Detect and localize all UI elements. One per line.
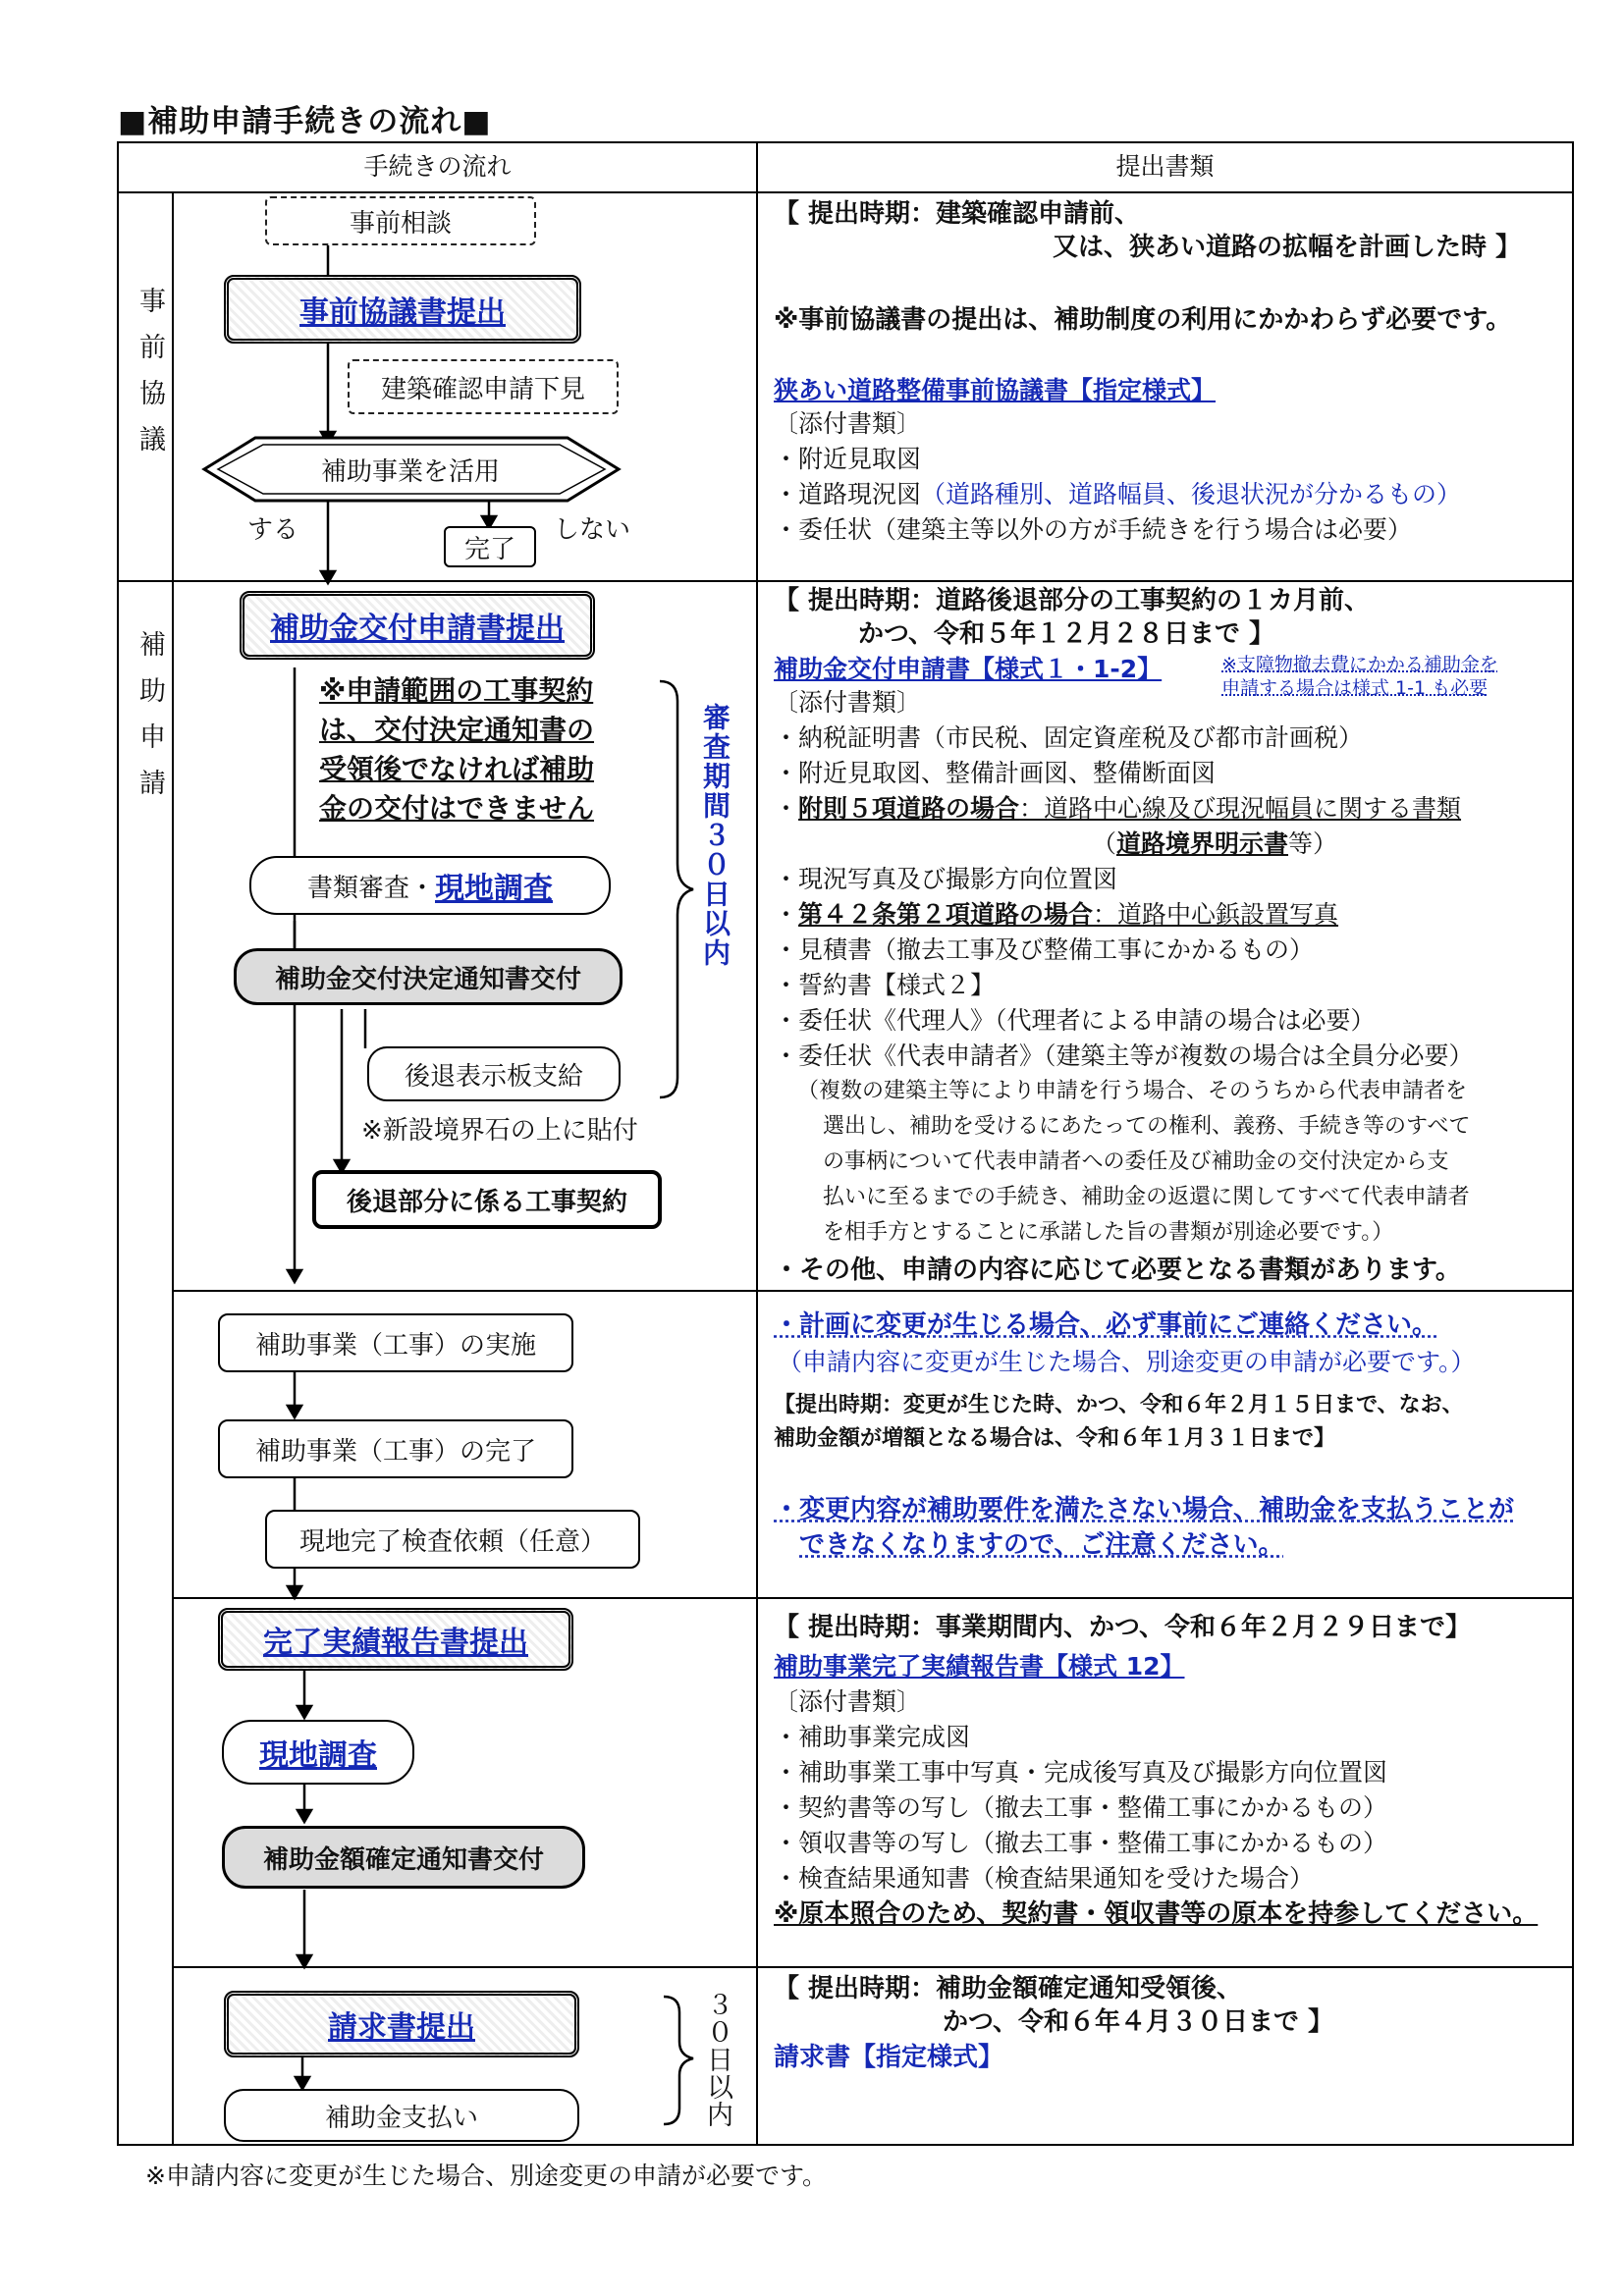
done-box: 完了 <box>444 526 536 567</box>
docs4-item5: ・検査結果通知書（検査結果通知を受けた場合） <box>774 1864 1315 1893</box>
header-flow: 手続きの流れ <box>363 152 512 181</box>
docs2-rep-line4: 払いに至るまでの手続き、補助金の返還に関してすべて代表申請者 <box>823 1185 1470 1209</box>
signboard-box: 後退表示板支給 <box>367 1046 621 1101</box>
contract-warning-line2: は、交付決定通知書の <box>319 714 595 746</box>
docs3-change2: （申請内容に変更が生じた場合、別途変更の申請が必要です。） <box>778 1348 1476 1376</box>
consult-box: 事前相談 <box>265 196 536 245</box>
exec-box: 補助事業（工事）の実施 <box>218 1313 573 1372</box>
docs3-period1: 【提出時期：変更が生じた時、かつ、令和６年２月１５日まで、なお、 <box>774 1393 1464 1417</box>
review-link[interactable]: 現地調査 <box>435 872 553 906</box>
decide-no: しない <box>554 515 631 545</box>
docs1-attach: 〔添付書類〕 <box>774 409 922 438</box>
pre-submit-link[interactable]: 事前協議書提出 <box>299 295 506 330</box>
docs2-item3c: 道路境界明示書 <box>1116 829 1289 858</box>
docs2-form-link[interactable]: 補助金交付申請書【様式１・1-2】 <box>774 655 1163 683</box>
signboard-note: ※新設境界石の上に貼付 <box>361 1116 638 1146</box>
docs1-item2b: （道路種別、道路幅員、後退状況が分かるもの） <box>921 480 1462 508</box>
docs2-form-note2: 申請する場合は様式 1-1 も必要 <box>1221 677 1489 699</box>
docs2-item1: ・納税証明書（市民税、固定資産税及び都市計画税） <box>774 723 1364 752</box>
docs3-warn2: できなくなりますので、ご注意ください。 <box>799 1530 1284 1560</box>
section-apply-text: 補助申請 <box>135 630 165 815</box>
docs4-period: 【 提出時期：事業期間内、かつ、令和６年２月２９日まで】 <box>774 1613 1472 1642</box>
docs1-period2: 又は、狭あい道路の拡幅を計画した時 】 <box>1053 233 1522 262</box>
apply-submit-box[interactable] <box>240 591 595 660</box>
docs2-attach: 〔添付書類〕 <box>774 688 922 717</box>
contract-warning <box>319 671 594 828</box>
review-plain: 書類審査・ <box>306 873 435 903</box>
contract-warning-line3: 受領後でなければ補助 <box>319 753 595 785</box>
contract-warning-line1: ※申請範囲の工事契約 <box>319 674 594 707</box>
docs1-item2 <box>774 477 1461 512</box>
site-survey-box <box>222 1720 414 1785</box>
docs4-item3: ・契約書等の写し（撤去工事・整備工事にかかるもの） <box>774 1793 1388 1822</box>
review-box <box>249 856 611 915</box>
docs2-rep-line1: （複数の建築主等により申請を行う場合、そのうちから代表申請者を <box>797 1079 1468 1103</box>
site-survey-link[interactable]: 現地調査 <box>259 1738 377 1773</box>
docs2-item5: ・第４２条第２項道路の場合：道路中心鋲設置写真 <box>774 900 1339 929</box>
contract-warning-line4: 金の交付はできません <box>319 792 595 825</box>
section-pre-text: 事前協議 <box>135 287 165 471</box>
section-label-pre <box>126 287 165 471</box>
pre-submit-box[interactable] <box>224 275 581 344</box>
docs2-item3d: 等） <box>1288 829 1338 858</box>
footnote: ※申請内容に変更が生じた場合、別途変更の申請が必要です。 <box>145 2162 827 2190</box>
docs2-rep-line3: の事柄について代表申請者への委任及び補助金の交付決定から支 <box>823 1149 1449 1174</box>
docs1-item2a: ・道路現況図 <box>774 480 922 508</box>
docs2-rep-line2: 選出し、補助を受けるにあたっての権利、義務、手続き等のすべて <box>823 1114 1471 1139</box>
complete-box: 補助事業（工事）の完了 <box>218 1419 573 1478</box>
bldg-review-box: 建築確認申請下見 <box>348 359 619 414</box>
docs4-note: ※原本照合のため、契約書・領収書等の原本を持参してください。 <box>774 1899 1539 1929</box>
amount-notice-box: 補助金額確定通知書交付 <box>222 1826 585 1889</box>
docs2-item5b: ：道路中心鋲設置写真 <box>1093 900 1339 929</box>
docs2-item3a: 附則５項道路の場合 <box>798 794 1020 823</box>
docs2-item2: ・附近見取図、整備計画図、整備断面図 <box>774 759 1217 787</box>
docs2-item9: ・委任状《代表申請者》（建築主等が複数の場合は全員分必要） <box>774 1041 1474 1070</box>
docs2-period2: かつ、令和５年１２月２８日まで 】 <box>858 619 1275 649</box>
docs3-change1: ・計画に変更が生じる場合、必ず事前にご連絡ください。 <box>774 1310 1438 1340</box>
docs2-item8: ・委任状《代理人》（代理者による申請の場合は必要） <box>774 1006 1376 1035</box>
decide-yes: する <box>247 515 299 545</box>
header-docs: 提出書類 <box>1115 152 1215 181</box>
docs2-rep-line5: を相手方とすることに承諾した旨の書類が別途必要です。） <box>823 1220 1394 1245</box>
docs2-item6: ・見積書（撤去工事及び整備工事にかかるもの） <box>774 935 1315 964</box>
review-period: 審査期間３０日以内 <box>699 703 731 968</box>
report-submit-box[interactable] <box>218 1608 573 1671</box>
invoice-submit-link[interactable]: 請求書提出 <box>328 2010 475 2045</box>
docs1-form-link[interactable]: 狭あい道路整備事前協議書【指定様式】 <box>774 376 1217 404</box>
docs1-note: ※事前協議書の提出は、補助制度の利用にかかわらず必要です。 <box>774 305 1512 335</box>
page-title: ■補助申請手続きの流れ■ <box>118 104 492 139</box>
docs5-period1: 【 提出時期：補助金額確定通知受領後、 <box>774 1974 1243 2003</box>
decision-notice-box: 補助金交付決定通知書交付 <box>234 948 623 1005</box>
docs3-period2: 補助金額が増額となる場合は、令和６年１月３１日まで】 <box>774 1426 1336 1451</box>
docs2-item3-sub: （道路境界明示書等） <box>1092 829 1338 858</box>
docs2-other: ・その他、申請の内容に応じて必要となる書類があります。 <box>774 1255 1461 1285</box>
invoice-submit-box[interactable] <box>224 1991 579 2057</box>
docs4-attach: 〔添付書類〕 <box>774 1687 922 1716</box>
docs2-item7: ・誓約書【様式２】 <box>774 971 996 999</box>
section-label-apply <box>126 630 165 815</box>
docs2-item5a: 第４２条第２項道路の場合 <box>798 900 1094 929</box>
docs1-item3: ・委任状（建築主等以外の方が手続きを行う場合は必要） <box>774 515 1413 544</box>
docs2-item3: ・附則５項道路の場合：道路中心線及び現況幅員に関する書類 <box>774 794 1462 823</box>
apply-submit-link[interactable]: 補助金交付申請書提出 <box>270 612 565 646</box>
docs5-form: 請求書【指定様式】 <box>774 2043 1004 2072</box>
inspect-request-box: 現地完了検査依頼（任意） <box>265 1510 640 1569</box>
docs5-period2: かつ、令和６年４月３０日まで 】 <box>943 2007 1334 2037</box>
docs2-item4: ・現況写真及び撮影方向位置図 <box>774 865 1118 893</box>
docs1-item1: ・附近見取図 <box>774 445 922 473</box>
docs2-form-note1: ※支障物撤去費にかかる補助金を <box>1221 654 1498 675</box>
docs4-form-link[interactable]: 補助事業完了実績報告書【様式 12】 <box>774 1652 1185 1681</box>
docs4-item4: ・領収書等の写し（撤去工事・整備工事にかかるもの） <box>774 1829 1388 1857</box>
docs4-item2: ・補助事業工事中写真・完成後写真及び撮影方向位置図 <box>774 1758 1388 1787</box>
docs3-warn1: ・変更内容が補助要件を満たさない場合、補助金を支払うことが <box>774 1495 1515 1524</box>
pay-period: ３０日以内 <box>702 1991 732 2128</box>
contract-box: 後退部分に係る工事契約 <box>312 1170 662 1229</box>
report-submit-link[interactable]: 完了実績報告書提出 <box>263 1626 528 1660</box>
decide-label: 補助事業を活用 <box>320 456 500 487</box>
payment-box: 補助金支払い <box>224 2089 579 2142</box>
docs4-item1: ・補助事業完成図 <box>774 1723 971 1751</box>
docs2-period1: 【 提出時期：道路後退部分の工事契約の１カ月前、 <box>774 586 1371 615</box>
docs2-item3b: ：道路中心線及び現況幅員に関する書類 <box>1019 794 1462 823</box>
docs1-period1: 【 提出時期：建築確認申請前、 <box>774 199 1141 229</box>
